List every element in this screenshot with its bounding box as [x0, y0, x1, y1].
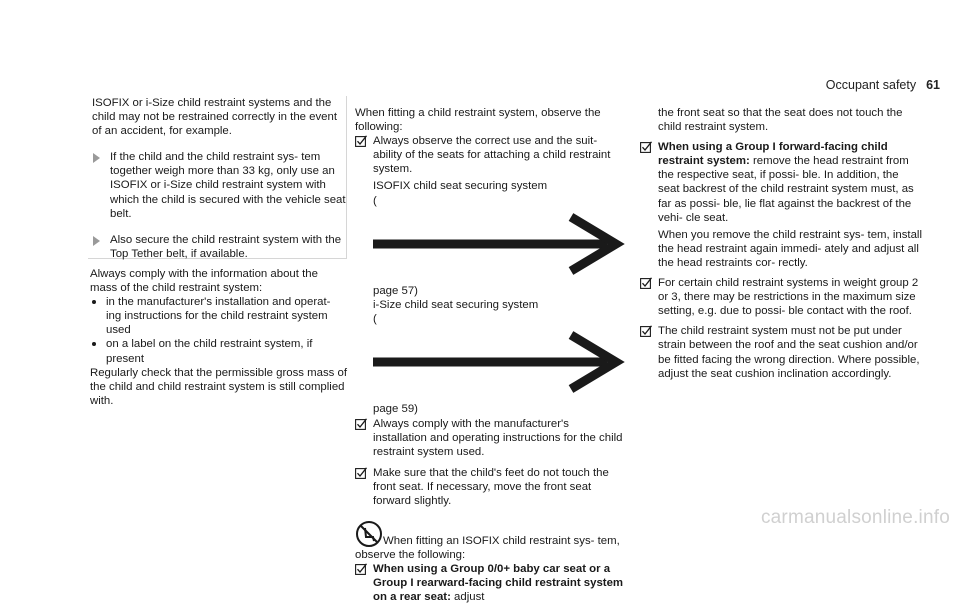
check-item-heading: When using a Group 0/0+ baby car seat or a Group I rearward-facing child restraint system on a rear seat:: [373, 562, 624, 604]
notice-item-text: If the child and the child restraint sys- tem together weigh more than 33 kg, only use an ISOFIX or i-Size child restraint system with which the child is secured with the vehicle seat belt.: [110, 151, 346, 220]
list-item: [90, 337, 348, 365]
notice-intro: ISOFIX or i-Size child restraint systems and the child may not be restrained correctly in the event of an accident, for example.: [92, 97, 338, 138]
notice-item-text: Also secure the child restraint system with the Top Tether belt, if available.: [110, 233, 342, 260]
isofix-warning: [355, 520, 625, 562]
check-item: [640, 276, 922, 318]
mass-outro: Regularly check that the permissible gross mass of the child and child restraint system is still complied with.: [90, 366, 348, 407]
isize-label: i-Size child seat securing system: [373, 298, 539, 311]
check-item-text: adjust: [450, 591, 485, 604]
long-arrow-icon: [373, 326, 625, 398]
long-arrow-icon: [373, 208, 625, 280]
check-item-paragraph: When you remove the child restraint sys- tem, install the head restraint again immedi- ately and adjust all the head restraints cor- rectly.: [658, 228, 922, 269]
notice-item: [88, 150, 346, 220]
section-title: Occupant safety: [825, 78, 917, 92]
list-item-text: on a label on the child restraint system, if present: [106, 338, 313, 365]
isofix-reference[interactable]: ( page 57): [373, 194, 625, 298]
check-item: [355, 466, 625, 508]
triangle-arrow-icon: [93, 153, 100, 163]
triangle-arrow-icon: [93, 236, 100, 246]
page-header: [826, 78, 940, 92]
check-item: [355, 417, 625, 459]
check-item: [355, 562, 625, 604]
bullet-icon: [92, 342, 96, 346]
mass-intro: Always comply with the information about the mass of the child restraint system:: [90, 268, 318, 295]
checkbox-tick-icon: [640, 277, 652, 289]
checkbox-tick-icon: [640, 141, 652, 153]
check-item-text: For certain child restraint systems in weight group 2 or 3, there may be restrictions in the maximum size setting, e.g. due to possi- ble contact with the roof.: [658, 277, 919, 318]
notice-item: [88, 233, 346, 261]
list-item: [90, 295, 348, 337]
check-item-text: remove the head restraint from the respective seat, if possi- ble. In addition, the seat backrest of the child restraint system must, as far as possi- ble, lie flat against the backrest of the vehi- cle seat.: [658, 155, 914, 224]
check-item-text: Always observe the correct use and the suit- ability of the seats for attaching a child restraint system.: [373, 135, 611, 176]
check-item: [355, 134, 625, 416]
isize-reference[interactable]: ( page 59): [373, 312, 625, 416]
warning-text: When fitting an ISOFIX child restraint sys- tem, observe the following:: [355, 534, 620, 561]
isize-ref-text: page 59): [373, 403, 418, 416]
bullet-icon: [92, 300, 96, 304]
watermark[interactable]: carmanualsonline.info: [760, 507, 950, 528]
check-item-heading: When using a Group I forward-facing child restraint system:: [658, 141, 888, 168]
isofix-ref-text: page 57): [373, 284, 418, 297]
continued-text: the front seat so that the seat does not touch the child restraint system.: [658, 107, 903, 134]
checkbox-tick-icon: [640, 325, 652, 337]
notice-box: [88, 96, 347, 259]
no-seat-icon: [355, 520, 383, 548]
check-item-text: The child restraint system must not be put under strain between the roof and the seat cushion and/or be fitted facing the wrong direction. Where possible, adjust the seat cushion inclination accordingly.: [658, 325, 920, 380]
fitting-intro: When fitting a child restraint system, observe the following:: [355, 107, 601, 134]
checkbox-tick-icon: [355, 135, 367, 147]
fitting-section: [355, 106, 625, 604]
checkbox-tick-icon: [355, 418, 367, 430]
checkbox-tick-icon: [355, 467, 367, 479]
check-item: [640, 140, 922, 270]
page-number: 61: [926, 78, 940, 92]
isofix-label: ISOFIX child seat securing system: [373, 180, 548, 193]
mass-info-section: [90, 267, 348, 408]
checkbox-tick-icon: [355, 563, 367, 575]
seat-adjustment-section: [640, 106, 922, 381]
check-item-text: Make sure that the child's feet do not touch the front seat. If necessary, move the front seat forward slightly.: [373, 466, 609, 507]
list-item-text: in the manufacturer's installation and operat- ing instructions for the child restraint system used: [106, 296, 331, 337]
check-item: [640, 324, 922, 380]
check-item-text: Always comply with the manufacturer's installation and operating instructions for the child restraint system used.: [373, 418, 623, 459]
